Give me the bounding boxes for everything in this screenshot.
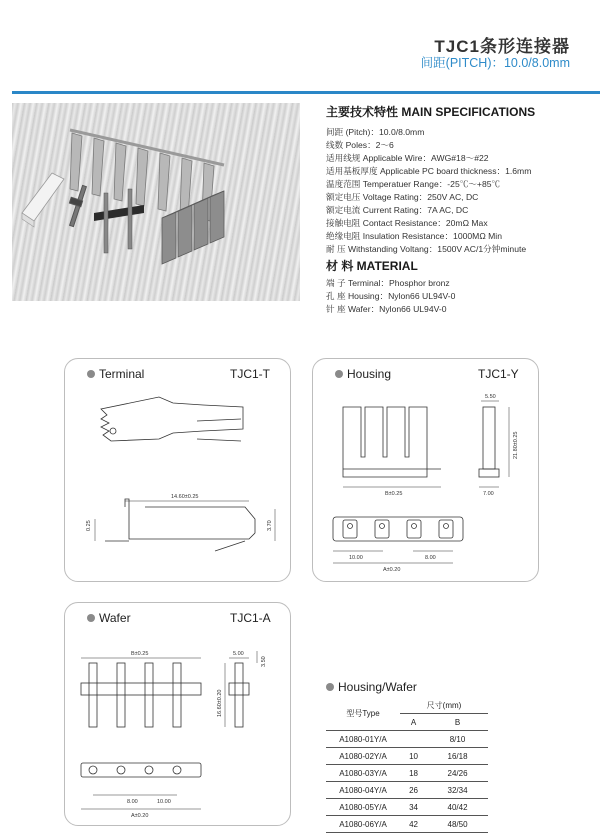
table-row: A1080-04Y/A 26 32/34 xyxy=(326,782,488,799)
col-type-header: 型号Type xyxy=(326,697,400,731)
terminal-panel xyxy=(64,358,291,582)
spec-current: 额定电流 Current Rating：7A AC, DC xyxy=(326,205,469,215)
dim-housing-height: 21.80±0.25 xyxy=(513,431,519,459)
material-wafer: 针 座 Wafer：Nylon66 UL94V-0 xyxy=(326,304,447,314)
dim-wafer-width: 5.00 xyxy=(233,651,244,657)
product-photo xyxy=(12,103,300,301)
table-row: A1080-06Y/A 42 48/50 xyxy=(326,816,488,833)
bullet-icon xyxy=(326,683,334,691)
dim-housing-b: B±0.25 xyxy=(385,491,403,497)
wafer-panel-label: Wafer xyxy=(87,611,131,625)
specs-list xyxy=(326,126,531,256)
housing-drawing xyxy=(313,359,538,581)
pitch-subtitle: 间距(PITCH)：10.0/8.0mm xyxy=(420,56,570,70)
material-housing: 孔 座 Housing：Nylon66 UL94V-0 xyxy=(326,291,456,301)
dim-wafer-a: A±0.20 xyxy=(131,813,149,819)
spec-withstanding-voltage: 耐 压 Withstanding Voltang：1500V AC/1分钟minute xyxy=(326,244,527,254)
header-divider xyxy=(12,91,600,94)
spec-pcb-thickness: 适用基板厚度 Applicable PC board thickness：1.6mm xyxy=(326,166,532,176)
wafer-drawing xyxy=(65,603,290,825)
table-row: A1080-01Y/A 8/10 xyxy=(326,731,488,748)
col-b-header: B xyxy=(427,714,488,731)
spec-insulation-resistance: 绝缘电阻 Insulation Resistance：1000MΩ Min xyxy=(326,231,502,241)
housing-panel-label: Housing xyxy=(335,367,391,381)
material-terminal: 端 子 Terminal：Phosphor bronz xyxy=(326,278,450,288)
dim-wafer-height: 16.60±0.20 xyxy=(217,689,223,717)
wafer-part-code: TJC1-A xyxy=(230,611,271,625)
material-heading: 材 料 MATERIAL xyxy=(326,259,418,273)
spec-temperature: 温度范围 Temperatuer Range：-25℃～+85℃ xyxy=(326,179,501,189)
spec-wire: 适用线规 Applicable Wire：AWG#18～#22 xyxy=(326,153,489,163)
size-table xyxy=(326,697,488,833)
housing-panel xyxy=(312,358,539,582)
dim-housing-width-top: 5.50 xyxy=(485,394,496,400)
page-title: TJC1条形连接器 xyxy=(434,37,570,56)
dim-housing-a: A±0.20 xyxy=(383,567,401,573)
terminal-drawing xyxy=(65,359,290,581)
dim-wafer-b: B±0.25 xyxy=(131,651,149,657)
housing-part-code: TJC1-Y xyxy=(478,367,519,381)
wafer-panel xyxy=(64,602,291,826)
terminal-part-code: TJC1-T xyxy=(230,367,270,381)
specs-heading: 主要技术特性 MAIN SPECIFICATIONS xyxy=(326,105,536,119)
col-a-header: A xyxy=(400,714,427,731)
material-list xyxy=(326,277,455,316)
dim-terminal-length: 14.60±0.25 xyxy=(171,494,199,500)
spec-poles: 线数 Poles：2～6 xyxy=(326,140,394,150)
col-size-header: 尺寸(mm) xyxy=(400,697,488,714)
dim-housing-base-width: 7.00 xyxy=(483,491,494,497)
dim-wafer-top: 3.50 xyxy=(261,656,267,667)
dim-housing-pitch-10: 10.00 xyxy=(349,555,363,561)
dim-terminal-thickness: 0.25 xyxy=(86,520,92,531)
spec-contact-resistance: 接触电阻 Contact Resistance：20mΩ Max xyxy=(326,218,488,228)
size-table-heading: Housing/Wafer xyxy=(326,680,417,694)
table-row: A1080-05Y/A 34 40/42 xyxy=(326,799,488,816)
product-photo-illustration xyxy=(12,103,300,301)
spec-voltage: 额定电压 Voltage Rating：250V AC, DC xyxy=(326,192,479,202)
dim-terminal-height: 3.70 xyxy=(267,520,273,531)
dim-wafer-pitch-8: 8.00 xyxy=(127,799,138,805)
spec-pitch: 间距 (Pitch)：10.0/8.0mm xyxy=(326,127,425,137)
dim-housing-pitch-8: 8.00 xyxy=(425,555,436,561)
table-row: A1080-03Y/A 18 24/26 xyxy=(326,765,488,782)
table-row: A1080-02Y/A 10 16/18 xyxy=(326,748,488,765)
terminal-panel-label: Terminal xyxy=(87,367,144,381)
dim-wafer-pitch-10: 10.00 xyxy=(157,799,171,805)
